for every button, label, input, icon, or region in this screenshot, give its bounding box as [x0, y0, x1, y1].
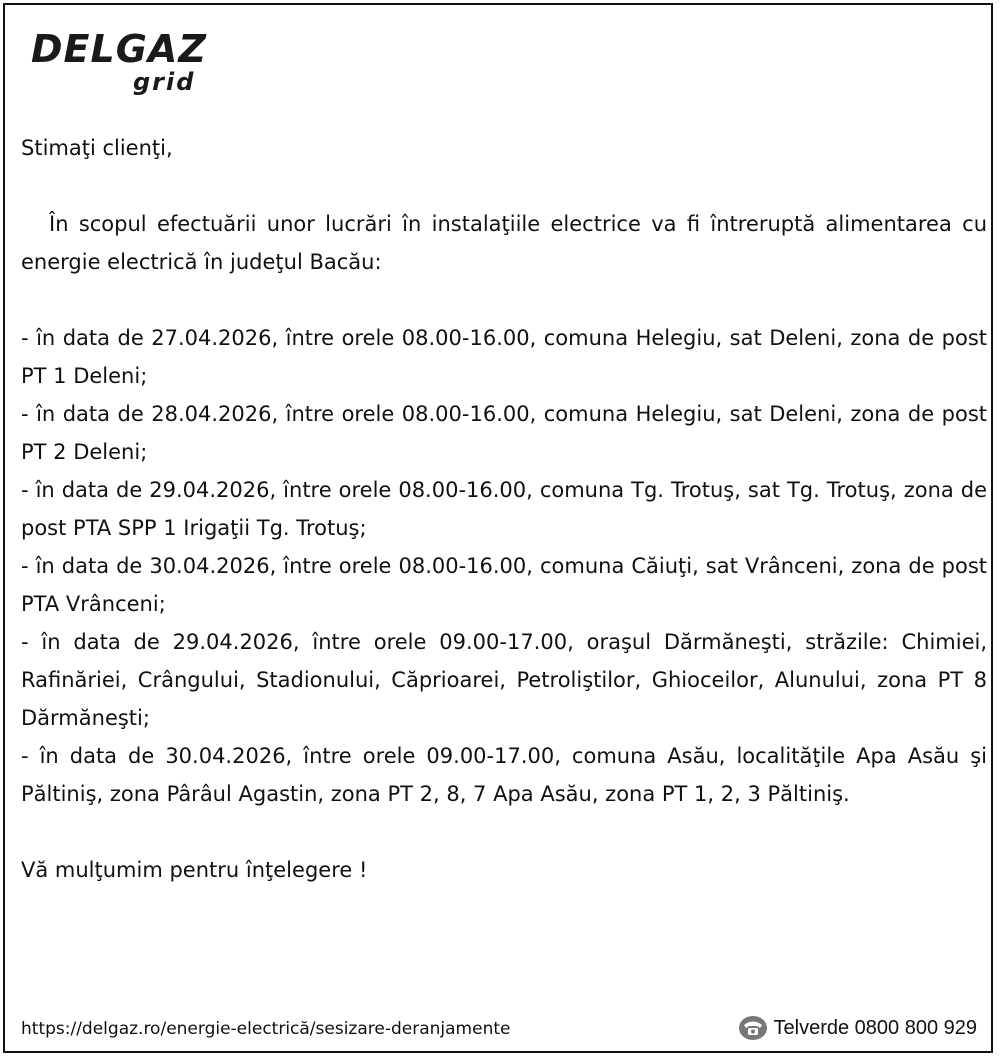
phone-text: Telverde 0800 800 929: [773, 1017, 977, 1039]
outage-item: - în data de 28.04.2026, între orele 08.00-16.00, comuna Helegiu, sat Deleni, zona de post PT 2 Deleni;: [21, 402, 987, 464]
delgaz-grid-logo: [29, 29, 209, 101]
logo-wordmark: DELGAZ: [31, 27, 207, 71]
outage-item: - în data de 29.04.2026, între orele 08.00-16.00, comuna Tg. Trotuş, sat Tg. Trotuş, zona de post PTA SPP 1 Irigaţii Tg. Trotuş;: [21, 478, 987, 540]
intro-paragraph: În scopul efectuării unor lucrări în instalaţiile electrice va fi întreruptă alimentarea cu energie electrică în judeţul Bacău:: [21, 212, 987, 274]
announcement-body: [21, 129, 987, 889]
thanks-line: Vă mulţumim pentru înţelegere !: [21, 858, 368, 882]
outage-item: - în data de 30.04.2026, între orele 09.00-17.00, comuna Asău, localităţile Apa Asău şi Păltiniş, zona Pârâul Agastin, zona PT 2, 8, 7 Apa Asău, zona PT 1, 2, 3 Păltiniş.: [21, 744, 987, 806]
outage-item: - în data de 29.04.2026, între orele 09.00-17.00, oraşul Dărmăneşti, străzile: Chimiei, Rafinăriei, Crângului, Stadionului, Căprioarei, Petroliştilor, Ghioceilor, Alunului, zona PT 8 Dărmăneşti;: [21, 630, 987, 730]
footer-phone: [738, 1015, 978, 1041]
telephone-icon: [738, 1015, 768, 1041]
footer-url: https://delgaz.ro/energie-electrică/sesizare-deranjamente: [21, 1019, 511, 1039]
outage-item: - în data de 30.04.2026, între orele 08.00-16.00, comuna Căiuţi, sat Vrânceni, zona de post PTA Vrânceni;: [21, 554, 987, 616]
logo-subtitle: grid: [133, 68, 196, 96]
announcement-frame: [3, 3, 993, 1053]
greeting: Stimaţi clienţi,: [21, 136, 173, 160]
outage-item: - în data de 27.04.2026, între orele 08.00-16.00, comuna Helegiu, sat Deleni, zona de post PT 1 Deleni;: [21, 326, 987, 388]
